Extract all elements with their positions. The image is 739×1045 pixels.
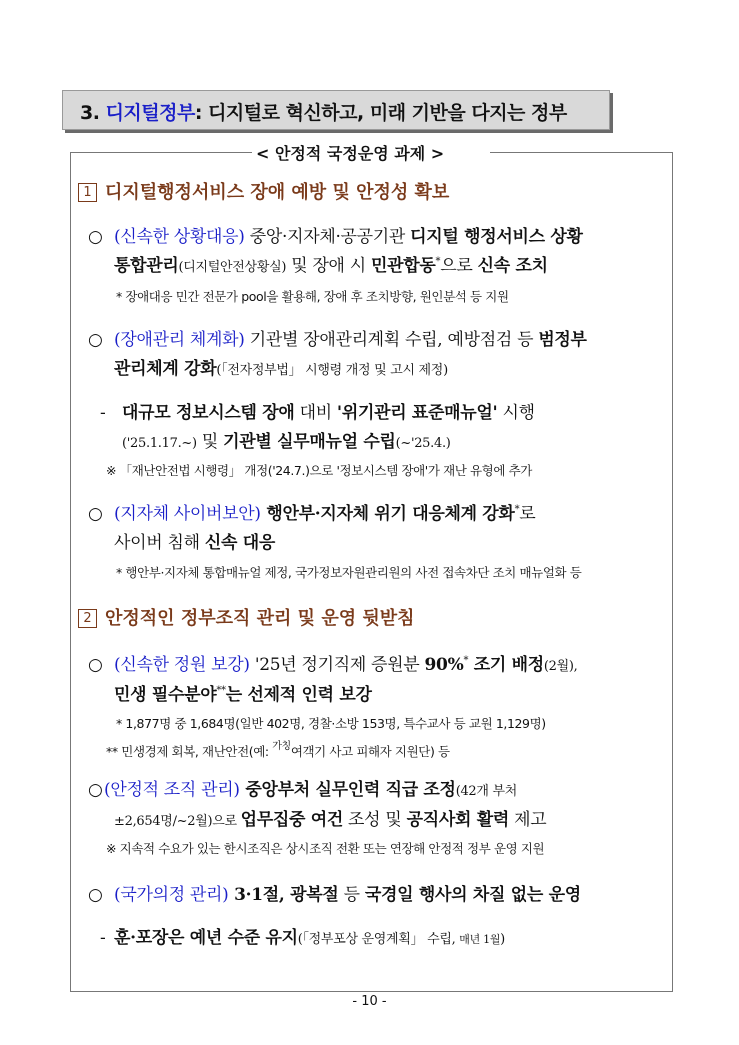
- s2-item-b-line2: [114, 805, 546, 830]
- header-rest: : 디지털로 혁신하고, 미래 기반을 다지는 정부: [194, 102, 567, 124]
- text-bold: 조기 배정: [468, 655, 544, 675]
- bullet: ○: [88, 227, 103, 247]
- section2-title: 안정적인 정부조직 관리 및 운영 뒷받침: [105, 608, 415, 629]
- s1-item-b-line3: [100, 398, 535, 423]
- text: 및 장애 시: [286, 256, 372, 276]
- s2-item-c-line2: [100, 923, 505, 948]
- text-bold: 90%: [424, 655, 464, 675]
- s1-item-b-line2: [114, 354, 448, 379]
- dash-bullet: -: [100, 928, 106, 948]
- s1-item-a-line1: [88, 222, 583, 247]
- text-small: (42개 부처: [455, 784, 518, 799]
- text-small: (「정부포상 운영계획」 수립,: [297, 932, 460, 947]
- superscript: *: [514, 504, 520, 515]
- section2-heading: [78, 604, 415, 630]
- text-bold: 공직사회 활력: [406, 810, 509, 830]
- text: 사이버 침해: [114, 533, 205, 553]
- s2-a-keyword: (신속한 정원 보강): [114, 655, 250, 675]
- text-bold: 민관합동: [371, 256, 436, 276]
- text: 및: [196, 432, 224, 452]
- s2-item-a-line1: [88, 650, 578, 675]
- header-number: 3.: [80, 102, 100, 124]
- text: 제고: [509, 810, 547, 830]
- text-small: (~'25.4.): [395, 436, 451, 451]
- s1-item-c-line2: [114, 528, 275, 553]
- bullet: ○: [88, 330, 103, 350]
- text: 대비: [294, 403, 337, 423]
- text: 로: [519, 504, 536, 524]
- s2-b-keyword: (안정적 조직 관리): [104, 780, 240, 800]
- text: 중앙·지자체·공공기관: [244, 227, 411, 247]
- text-bold: 중앙부처 실무인력 직급 조정: [239, 780, 456, 800]
- s2-c-keyword: (국가의정 관리): [114, 885, 229, 905]
- superscript: *: [463, 655, 469, 666]
- bullet: ○: [88, 780, 103, 800]
- text-bold: 3·1절, 광복절: [228, 885, 339, 905]
- s1-item-b-line1: [88, 325, 587, 350]
- bullet: ○: [88, 655, 103, 675]
- section-header-title: [80, 98, 567, 125]
- text: 등: [338, 885, 365, 905]
- text-bold: 신속 조치: [477, 256, 548, 276]
- text-bold: 기관별 실무매뉴얼 수립: [223, 432, 396, 452]
- text-bold: 업무집중 여건: [240, 810, 343, 830]
- superscript: *: [435, 256, 441, 267]
- superscript: **: [216, 685, 226, 696]
- s1-b-keyword: (장애관리 체계화): [114, 330, 245, 350]
- text: 시행: [497, 403, 535, 423]
- text: 으로: [440, 256, 478, 276]
- s1-c-keyword: (지자체 사이버보안): [114, 504, 261, 524]
- frame-top-line-right: [490, 152, 673, 153]
- s1-item-b-note: ※ 「재난안전법 시행령」 개정('24.7.)으로 '정보시스템 장애'가 재난 유형에 추가: [106, 463, 532, 478]
- s2-item-a-note1: * 1,877명 중 1,684명(일반 402명, 경찰·소방 153명, 특수교사 등 교원 1,129명): [116, 716, 546, 731]
- section2-number-box: 2: [78, 609, 97, 628]
- text-small: (디지털안전상황실): [178, 260, 287, 275]
- text-small: (2월),: [543, 659, 578, 674]
- superscript: 가칭: [272, 741, 291, 752]
- page-number: - 10 -: [352, 994, 387, 1009]
- text-bold: '위기관리 표준매뉴얼': [336, 403, 498, 423]
- text-small: ±2,654명/~2월)으로: [114, 814, 241, 829]
- section1-heading: [78, 178, 449, 204]
- dash-bullet: -: [100, 403, 106, 423]
- header-highlight: 디지털정부: [105, 102, 195, 124]
- bullet: ○: [88, 885, 103, 905]
- s1-item-a-line2: [114, 251, 548, 276]
- text-bold: 훈·포장은 예년 수준 유지: [114, 928, 298, 948]
- section1-number-box: 1: [78, 183, 97, 202]
- text: '25년 정기직제 증원분: [249, 655, 425, 675]
- text-small: 매년 1월: [459, 933, 501, 946]
- text-bold: 관리체계 강화: [114, 359, 217, 379]
- frame-top-line-left: [70, 152, 252, 153]
- s1-item-c-note: * 행안부·지자체 통합매뉴얼 제정, 국가정보자원관리원의 사전 접속차단 조치 매뉴얼화 등: [116, 565, 582, 580]
- s2-item-b-line1: [88, 775, 517, 800]
- text-bold: 국경일 행사의 차질 없는 운영: [364, 885, 581, 905]
- section-header-box: [62, 90, 610, 130]
- s2-item-b-note: ※ 지속적 수요가 있는 한시조직은 상시조직 전환 또는 연장해 안정적 정부 운영 지원: [106, 841, 545, 856]
- text-small: ('25.1.17.~): [122, 436, 197, 451]
- text-small: ): [500, 932, 505, 947]
- text-bold: 는 선제적 인력 보강: [225, 685, 372, 705]
- s2-item-a-note2: [106, 737, 450, 760]
- text-bold: 행안부·지자체 위기 대응체계 강화: [260, 504, 515, 524]
- s2-item-c-line1: [88, 880, 581, 905]
- text-small: (「전자정부법」 시행령 개정 및 고시 제정): [216, 363, 448, 378]
- text-bold: 민생 필수분야: [114, 685, 217, 705]
- text-bold: 디지털 행정서비스 상황: [410, 227, 583, 247]
- text: 조성 및: [342, 810, 407, 830]
- text-bold: 대규모 정보시스템 장애: [122, 403, 295, 423]
- s1-item-b-line4: [122, 427, 451, 452]
- s1-item-c-line1: [88, 499, 535, 524]
- frame-subtitle: < 안정적 국정운영 과제 >: [256, 144, 445, 163]
- s1-item-a-note: * 장애대응 민간 전문가 pool을 활용해, 장애 후 조치방향, 원인분석 등 지원: [116, 289, 509, 304]
- text-bold: 신속 대응: [204, 533, 275, 553]
- bullet: ○: [88, 504, 103, 524]
- s1-a-keyword: (신속한 상황대응): [114, 227, 245, 247]
- section1-title: 디지털행정서비스 장애 예방 및 안정성 확보: [105, 182, 450, 203]
- text: ** 민생경제 회복, 재난안전(예:: [106, 744, 273, 759]
- text-bold: 범정부: [538, 330, 587, 350]
- text: 여객기 사고 피해자 지원단) 등: [290, 744, 450, 759]
- text-bold: 통합관리: [114, 256, 179, 276]
- s2-item-a-line2: [114, 680, 372, 705]
- text: 기관별 장애관리계획 수립, 예방점검 등: [244, 330, 539, 350]
